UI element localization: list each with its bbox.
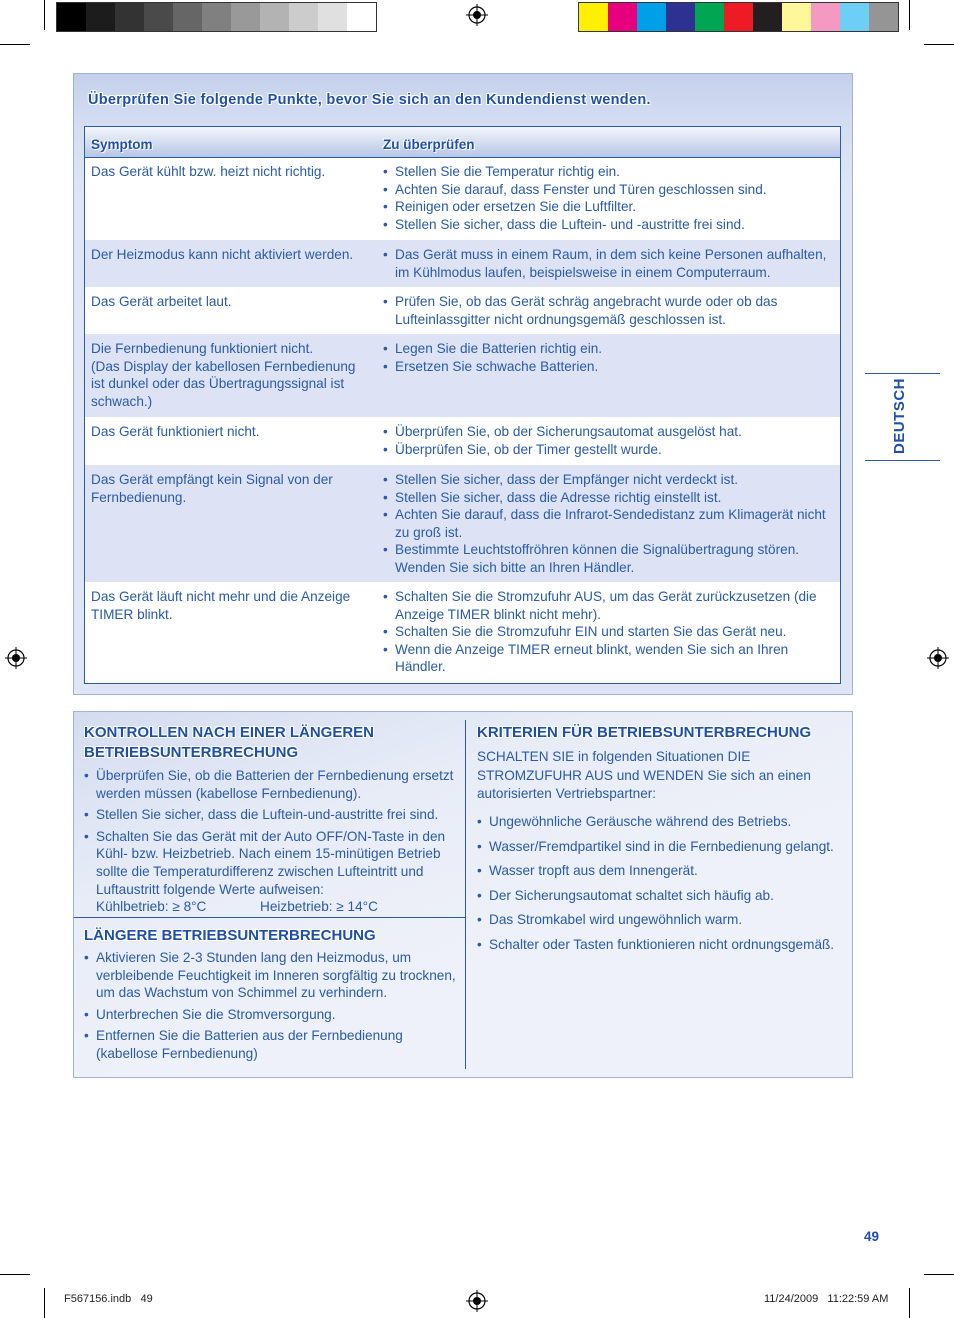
check-item: • Bestimmte Leuchtstoffröhren können die Signalübertragung stören. Wenden Sie sich bitte an Ihren Händler. xyxy=(383,541,833,576)
gray-swatch xyxy=(347,3,376,31)
check-cell xyxy=(383,423,833,458)
gray-swatch xyxy=(289,3,318,31)
maintenance-panel xyxy=(73,711,853,1078)
heating-value: Heizbetrieb: ≥ 14°C xyxy=(260,899,378,915)
column-header-symptom: Symptom xyxy=(91,137,153,152)
gray-swatch xyxy=(57,3,86,31)
language-label: DEUTSCH xyxy=(891,377,908,454)
long-pause-list xyxy=(84,949,456,1063)
table-row xyxy=(85,240,840,287)
table-row xyxy=(85,334,840,417)
list-item: • Ungewöhnliche Geräusche während des Betriebs. xyxy=(477,810,847,835)
list-item: • Aktivieren Sie 2-3 Stunden lang den Heizmodus, um verbleibende Feuchtigkeit im Inneren sorgfältig zu trocknen, um das Wachstum von Schimmel zu verhindern. xyxy=(84,949,456,1002)
gray-swatch xyxy=(202,3,231,31)
registration-mark-icon xyxy=(927,647,949,669)
check-item: • Schalten Sie die Stromzufuhr AUS, um das Gerät zurückzusetzen (die Anzeige TIMER blinkt nicht mehr). xyxy=(383,588,833,623)
check-item: • Überprüfen Sie, ob der Sicherungsautomat ausgelöst hat. xyxy=(383,423,833,441)
color-swatch xyxy=(782,3,811,31)
table-header xyxy=(85,127,840,158)
gray-swatch xyxy=(231,3,260,31)
crop-mark xyxy=(0,1274,30,1275)
list-item-text: Schalten Sie das Gerät mit der Auto OFF/ON-Taste in den Kühl- bzw. Heizbetrieb. Nach einem 15-minütigen Betrieb sollte die Temperaturdifferenz zwischen Lufteintritt und Luftaustritt folgende Werte aufweisen: xyxy=(96,828,446,897)
crop-mark xyxy=(924,44,954,45)
check-item: • Stellen Sie sicher, dass der Empfänger nicht verdeckt ist. xyxy=(383,471,833,489)
symptom-cell: Das Gerät funktioniert nicht. xyxy=(91,424,260,439)
check-item: • Stellen Sie sicher, dass die Luftein- und -austritte frei sind. xyxy=(383,216,833,234)
troubleshooting-panel xyxy=(73,73,853,695)
gray-swatch xyxy=(318,3,347,31)
check-cell xyxy=(383,471,833,577)
table-row xyxy=(85,287,840,334)
gray-swatch xyxy=(260,3,289,31)
registration-mark-icon xyxy=(466,4,488,26)
check-cell xyxy=(383,588,833,676)
section-divider xyxy=(74,917,465,918)
registration-mark-icon xyxy=(466,1290,488,1312)
crop-mark xyxy=(909,0,910,30)
registration-mark-icon xyxy=(5,647,27,669)
check-item: • Stellen Sie sicher, dass die Adresse richtig einstellt ist. xyxy=(383,489,833,507)
cooling-value: Kühlbetrieb: ≥ 8°C xyxy=(96,899,207,915)
table-row xyxy=(85,582,840,683)
check-item: • Das Gerät muss in einem Raum, in dem sich keine Personen aufhalten, im Kühlmodus laufen, beispielsweise in einem Computerraum. xyxy=(383,246,833,281)
column-header-check: Zu überprüfen xyxy=(383,137,475,152)
symptom-cell: Der Heizmodus kann nicht aktiviert werden. xyxy=(91,247,354,262)
gray-swatch xyxy=(115,3,144,31)
gray-swatch xyxy=(173,3,202,31)
crop-mark xyxy=(44,0,45,30)
footer-timestamp: 11/24/2009 11:22:59 AM xyxy=(764,1293,889,1305)
color-swatch xyxy=(869,3,898,31)
color-swatch xyxy=(753,3,782,31)
check-item: • Schalten Sie die Stromzufuhr EIN und starten Sie das Gerät neu. xyxy=(383,623,833,641)
check-item: • Überprüfen Sie, ob der Timer gestellt wurde. xyxy=(383,441,833,459)
gray-swatch xyxy=(144,3,173,31)
symptom-cell: Das Gerät kühlt bzw. heizt nicht richtig. xyxy=(91,164,326,179)
gray-swatch xyxy=(86,3,115,31)
criteria-title: KRITERIEN FÜR BETRIEBSUNTERBRECHUNG xyxy=(477,724,812,741)
color-swatch xyxy=(666,3,695,31)
list-item: • Schalter oder Tasten funktionieren nicht ordnungsgemäß. xyxy=(477,933,847,958)
list-item: • Wasser/Fremdpartikel sind in die Fernbedienung gelangt. xyxy=(477,835,847,860)
check-cell xyxy=(383,246,833,281)
table-row xyxy=(85,157,840,240)
crop-mark xyxy=(924,1274,954,1275)
after-long-pause-list xyxy=(84,767,456,916)
check-cell xyxy=(383,293,833,328)
table-row xyxy=(85,465,840,582)
symptom-cell: Das Gerät läuft nicht mehr und die Anzeige TIMER blinkt. xyxy=(91,589,351,622)
color-swatch xyxy=(579,3,608,31)
list-item: • Das Stromkabel wird ungewöhnlich warm. xyxy=(477,908,847,933)
long-pause-title: LÄNGERE BETRIEBSUNTERBRECHUNG xyxy=(84,927,376,944)
list-item: • Der Sicherungsautomat schaltet sich häufig ab. xyxy=(477,884,847,909)
after-long-pause-title: KONTROLLEN NACH EINER LÄNGEREN BETRIEBSUNTERBRECHUNG xyxy=(84,724,375,761)
color-swatch xyxy=(637,3,666,31)
color-swatch xyxy=(724,3,753,31)
check-item: • Reinigen oder ersetzen Sie die Luftfilter. xyxy=(383,198,833,216)
list-item: • Unterbrechen Sie die Stromversorgung. xyxy=(84,1006,456,1024)
crop-mark xyxy=(909,1288,910,1318)
color-bar xyxy=(578,2,899,32)
check-item: • Achten Sie darauf, dass die Infrarot-Sendedistanz zum Klimagerät nicht zu groß ist. xyxy=(383,506,833,541)
check-cell xyxy=(383,163,833,233)
color-swatch xyxy=(811,3,840,31)
list-item: • Entfernen Sie die Batterien aus der Fernbedienung (kabellose Fernbedienung) xyxy=(84,1027,456,1062)
list-item xyxy=(84,828,456,916)
table-row xyxy=(85,417,840,465)
troubleshooting-table xyxy=(84,126,841,684)
criteria-list xyxy=(477,810,847,958)
check-item: • Achten Sie darauf, dass Fenster und Türen geschlossen sind. xyxy=(383,181,833,199)
check-item: • Wenn die Anzeige TIMER erneut blinkt, wenden Sie sich an Ihren Händler. xyxy=(383,641,833,676)
language-tab xyxy=(865,373,940,461)
symptom-cell: Die Fernbedienung funktioniert nicht. (Das Display der kabellosen Fernbedienung ist dunkel oder das Übertragungssignal ist schwach.) xyxy=(91,341,356,409)
list-item: • Stellen Sie sicher, dass die Luftein-und-austritte frei sind. xyxy=(84,806,456,824)
crop-mark xyxy=(0,44,30,45)
check-item: • Ersetzen Sie schwache Batterien. xyxy=(383,358,833,376)
check-item: • Prüfen Sie, ob das Gerät schräg angebracht wurde oder ob das Lufteinlassgitter nicht ordnungsgemäß geschlossen ist. xyxy=(383,293,833,328)
color-swatch xyxy=(695,3,724,31)
check-item: • Stellen Sie die Temperatur richtig ein. xyxy=(383,163,833,181)
crop-mark xyxy=(44,1288,45,1318)
check-cell xyxy=(383,340,833,375)
temperature-values xyxy=(96,898,456,916)
check-item: • Legen Sie die Batterien richtig ein. xyxy=(383,340,833,358)
grayscale-bar xyxy=(56,2,377,32)
page-number: 49 xyxy=(864,1229,880,1244)
list-item: • Wasser tropft aus dem Innengerät. xyxy=(477,859,847,884)
column-divider xyxy=(465,720,466,1069)
criteria-intro: SCHALTEN SIE in folgenden Situationen DIE STROMZUFUHR AUS und WENDEN Sie sich an einen autorisierten Vertriebspartner: xyxy=(477,749,811,802)
symptom-cell: Das Gerät empfängt kein Signal von der Fernbedienung. xyxy=(91,472,333,505)
footer-file: F567156.indb 49 xyxy=(64,1293,153,1305)
list-item: • Überprüfen Sie, ob die Batterien der Fernbedienung ersetzt werden müssen (kabellose Fernbedienung). xyxy=(84,767,456,802)
color-swatch xyxy=(608,3,637,31)
troubleshooting-title: Überprüfen Sie folgende Punkte, bevor Sie sich an den Kundendienst wenden. xyxy=(88,92,651,108)
symptom-cell: Das Gerät arbeitet laut. xyxy=(91,294,232,309)
color-swatch xyxy=(840,3,869,31)
